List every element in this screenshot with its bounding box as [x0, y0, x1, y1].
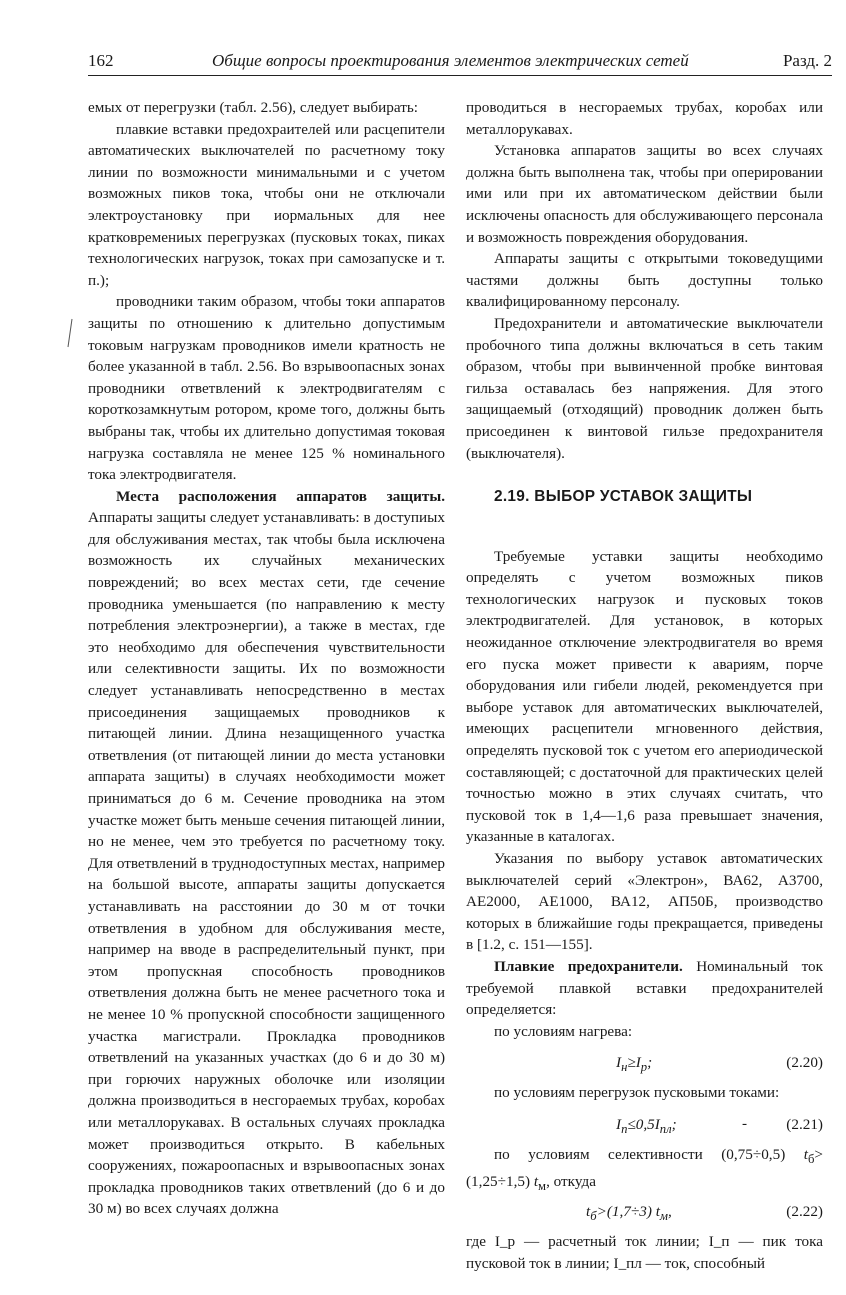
list-item: проводники таким образом, чтобы токи аппаратов защиты по отношению к длительно допустимым токовым нагрузкам проводников имели кратность не более указанной в табл. 2.56. Во взрывоопасных зонах проводники ответвлений к электродвигателям с короткозамкнутым ротором, кроме того, должны быть выбраны так, чтобы их длительно допустимая токовая нагрузка составляла не менее 125 % номинального тока электродвигателя.: [88, 293, 445, 484]
formula-expression: $I_н\ge I_р$;: [616, 1054, 653, 1075]
paragraph: [88, 486, 445, 1220]
paragraph: емых от перегрузки (табл. 2.56), следует выбирать:: [88, 99, 418, 116]
paragraph: Установка аппаратов защиты во всех случаях должна быть выполнена так, чтобы при оперировании ими или при их автоматическом действии были исключены опасность для обслуживающего персонала и возможность повреждения оборудования.: [466, 142, 823, 246]
page-number: 162: [88, 51, 114, 70]
formula-2-22: [466, 1201, 823, 1225]
margin-pencil-mark: [66, 318, 74, 348]
paragraph: проводиться в несгораемых трубах, коробах или металлорукавах.: [466, 99, 823, 138]
run-in-heading: Плавкие предохранители.: [494, 957, 683, 975]
formula-2-20: [466, 1052, 823, 1076]
paragraph: Аппараты защиты с открытыми токоведущими частями должны быть доступны только квалифицированному персоналу.: [466, 250, 823, 311]
formula-number: (2.21): [786, 1115, 823, 1133]
formula-number: (2.20): [786, 1054, 823, 1072]
formula-expression: $t_б>(1,7\div 3)$ $t_м$,: [586, 1203, 672, 1224]
paragraph: Требуемые уставки защиты необходимо определять с учетом возможных пиков технологических нагрузок и пусковых токов электродвигателей. Для установок, в которых неожиданное отключение электродвигателя во время его пуска может привести к авариям, порче оборудования или гибели людей, рекомендуется при выборе уставок для автоматических выключателей, имеющих расцепители мгновенного действия, определять пусковой ток с учетом его апериодической составляющей; с достаточной для практических целей точностью можно в этих случаях считать, что пусковой ток в 1,4—1,6 раза превышает значения, указанные в каталогах.: [466, 547, 823, 846]
paragraph: [466, 956, 823, 1021]
running-title: Общие вопросы проектирования элементов электрических сетей: [212, 51, 689, 70]
condition-label: по условиям перегрузок пусковыми токами:: [494, 1084, 780, 1102]
paragraph: Предохранители и автоматические выключатели пробочного типа должны включаться в сеть таким образом, чтобы при вывинченной пробке винтовая гильза оставалась без напряжения. Для этого защищаемый (отходящий) проводник должен быть присоединен к винтовой гильзе предохранителя (выключателя).: [466, 314, 823, 462]
header-rule: [88, 75, 832, 76]
paragraph: Указания по выбору уставок автоматических выключателей серий «Электрон», ВА62, А3700, АЕ2000, АЕ1000, ВА12, АП50Б, производство которых в ближайшие годы прекращается, приведены в [1.2, с. 151—155].: [466, 850, 823, 954]
formula-2-21: [466, 1114, 823, 1138]
formula-expression: $I_п\le 0,5I_{пл}$;: [616, 1115, 677, 1136]
condition-label: по условиям селективности (0,75÷0,5) $t_б> (1,25\div 1,5)$ $t_м$, откуда: [466, 1145, 823, 1193]
condition-label: по условиям нагрева:: [494, 1022, 633, 1040]
right-column: [466, 97, 823, 1274]
left-column: [88, 97, 445, 1220]
stray-mark: -: [742, 1114, 748, 1132]
paragraph-text: Номинальный ток требуемой плавкой вставки предохранителей определяется:: [466, 957, 824, 1019]
formula-number: (2.22): [786, 1203, 823, 1221]
paragraph: где I_р — расчетный ток линии; I_п — пик тока пусковой ток в линии; I_пл — ток, способный: [466, 1233, 823, 1272]
section-label: Разд. 2: [782, 51, 832, 70]
run-in-heading: Места расположения аппаратов защиты.: [116, 487, 445, 505]
page-header: [88, 50, 832, 74]
paragraph-text: Аппараты защиты следует устанавливать: в доступиых для обслуживания местах, так чтобы была исключена возможность их случайных механических повреждений; во всех местах сети, где сечение проводника уменьшается (по направлению к месту потребления электроэнергии), а также в местах, где это необходимо для обеспечения чувствительности или селективности защиты. Их по возможности следует устанавливать непосредственно в местах присоединения защищаемых проводников к питающей линии. Длина незащищенного участка ответвления (от питающей линии до места установки аппарата защиты) в случаях необходимости может приниматься до 6 м. Сечение проводника на этом участке может быть меньше сечения питающей линии, но не менее, чем это требуется по расчетному току. Для ответвлений в труднодоступных местах, например на большой высоте, аппараты защиты допускается устанавливать на расстоянии до 30 м от точки ответвления в удобном для обслуживания месте, например на вводе в распределительный пункт, при этом пропускная способность проводников ответвления должна быть не менее расчетного тока и не менее 10 % пропускной способности защищенного участка магистрали. Прокладка проводников ответвлений на указанных участках (до 6 и до 30 м) при горючих наружных оболочке или изоляции должна производиться в несгораемых трубах, коробах или металлорукавах. В остальных случаях прокладка может производиться открыто. В кабельных сооружениях, пожароопасных и взрывоопасных зонах прокладка проводников таких ответвлений (до 6 и до 30 м) во всех случаях должна: [88, 509, 445, 1218]
section-heading: 2.19. ВЫБОР УСТАВОК ЗАЩИТЫ: [494, 488, 753, 506]
list-item: плавкие вставки предохраителей или расцепители автоматических выключателей по расчетному току линии по возможности минимальными и с учетом возможных пиков тока, чтобы они не отключали электроустановку при иормальных для нее кратковремениых перегрузках (пусковых токах, пиках технологических нагрузок, токах при самозапуске и т. п.);: [88, 120, 445, 289]
